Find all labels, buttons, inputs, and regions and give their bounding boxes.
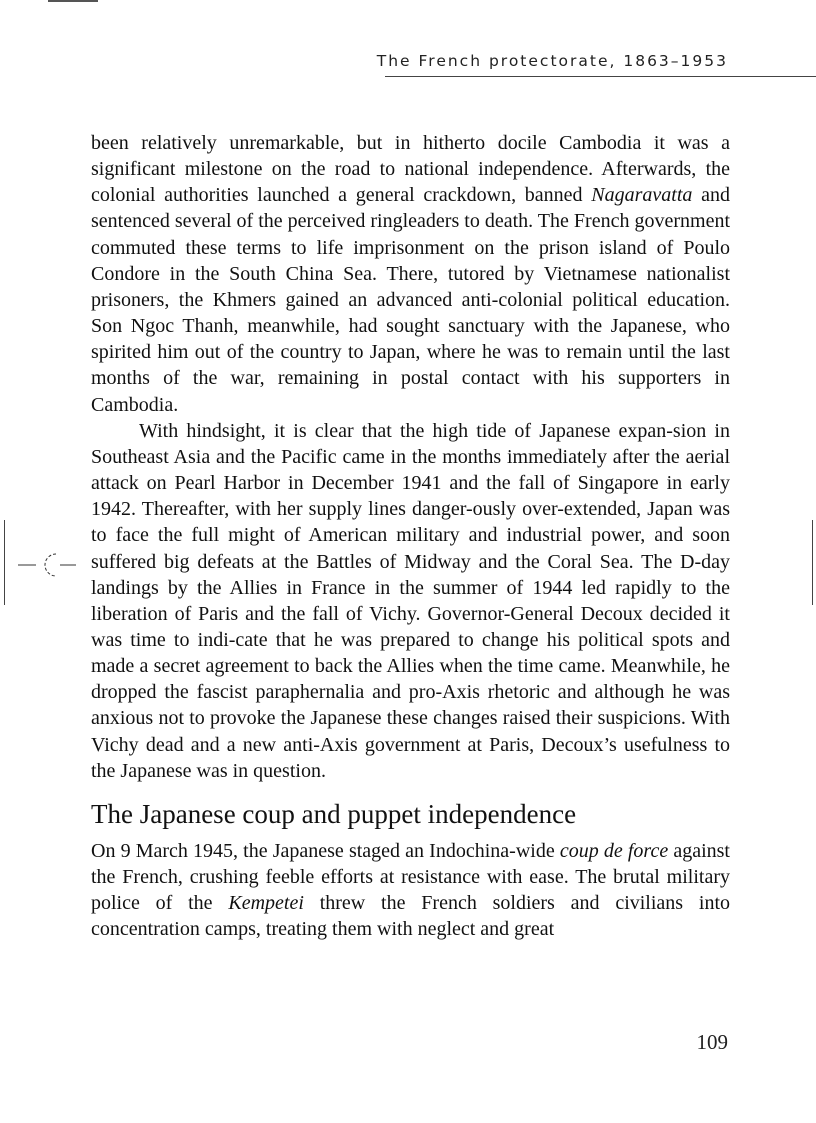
section-heading: The Japanese coup and puppet independence <box>91 798 577 829</box>
paragraph-3: On 9 March 1945, the Japanese staged an Indochina-wide coup de force against the French, crushing feeble efforts at resistance with ease. The brutal military police of the Kempetei threw the French soldiers and civilians into concentration camps, treating them with neglect and great <box>91 839 730 941</box>
registration-mark-icon <box>18 550 88 580</box>
body-text <box>91 130 730 943</box>
paragraph-2: With hindsight, it is clear that the high tide of Japanese expan-sion in Southeast Asia and the Pacific came in the months immediately after the aerial attack on Pearl Harbor in December 1941 and the fall of Singapore in early 1942. Thereafter, with her supply lines danger-ously over-extended, Japan was to face the full might of American military and industrial power, and soon suffered big defeats at the Battles of Midway and the Coral Sea. The D-day landings by the Allies in France in the summer of 1944 led rapidly to the liberation of Paris and the fall of Vichy. Governor-General Decoux decided it was time to indi-cate that he was prepared to change his political spots and made a secret agreement to back the Allies when the time came. Meanwhile, he dropped the fascist paraphernalia and pro-Axis rhetoric and although he was anxious not to provoke the Japanese these changes raised their suspicions. With Vichy dead and a new anti-Axis government at Paris, Decoux’s usefulness to the Japanese was in question. <box>91 419 730 782</box>
italic-term: Kempetei <box>228 892 304 915</box>
italic-term: Nagaravatta <box>591 184 693 207</box>
crop-mark-right <box>812 520 813 605</box>
header-rule <box>385 76 816 77</box>
crop-mark-top <box>48 0 98 2</box>
running-head: The French protectorate, 1863–1953 <box>376 52 728 70</box>
page-number: 109 <box>696 1030 728 1054</box>
crop-mark-left <box>4 520 5 605</box>
italic-term: coup de force <box>559 839 669 862</box>
paragraph-1: been relatively unremarkable, but in hitherto docile Cambodia it was a significant milestone on the road to national independence. Afterwards, the colonial authorities launched a general crackdown, banned Nagaravatta and sentenced several of the perceived ringleaders to death. The French government commuted these terms to life imprisonment on the prison island of Poulo Condore in the South China Sea. There, tutored by Vietnamese nationalist prisoners, the Khmers gained an advanced anti-colonial political education. Son Ngoc Thanh, meanwhile, had sought sanctuary with the Japanese, who spirited him out of the country to Japan, where he was to remain until the last months of the war, remaining in postal contact with his supporters in Cambodia. <box>91 132 730 416</box>
